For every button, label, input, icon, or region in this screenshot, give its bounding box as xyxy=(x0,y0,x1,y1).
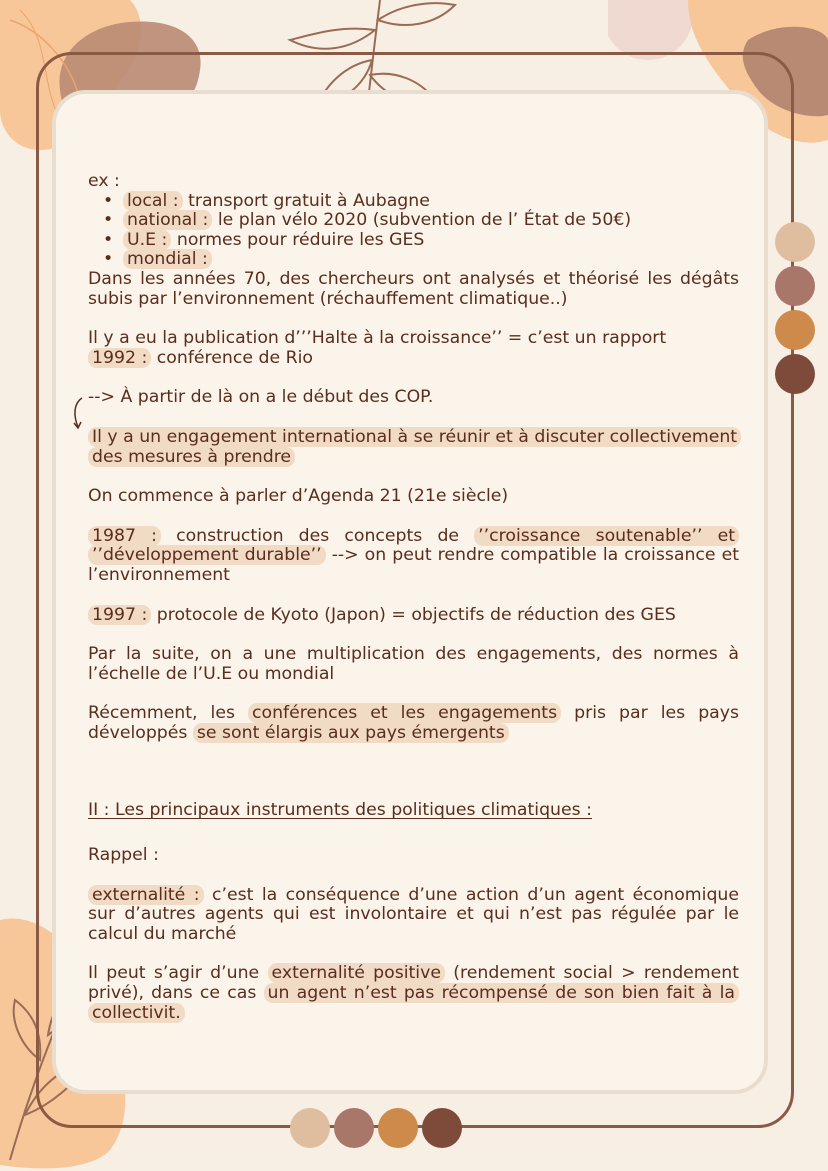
term-externalite: externalité : xyxy=(88,885,204,905)
swatch-circle-bottom-3 xyxy=(378,1108,418,1148)
list-item: • local : transport gratuit à Aubagne xyxy=(103,192,739,212)
year-1992: 1992 : xyxy=(88,348,151,368)
swatch-circle-bottom-2 xyxy=(334,1108,374,1148)
year-1987: 1987 : xyxy=(88,526,161,546)
curved-arrow-icon xyxy=(70,395,86,435)
swatch-circle-right-1 xyxy=(775,222,815,262)
paragraph-1987: 1987 : construction des concepts de ’’croissance soutenable’’ et ’’développement durable’’ --> on peut rendre compatible la croissance et l’environnement xyxy=(88,525,739,585)
swatch-circle-right-2 xyxy=(775,266,815,306)
list-item xyxy=(103,250,739,270)
swatch-circle-right-4 xyxy=(775,354,815,394)
example-key: national : xyxy=(123,210,212,230)
paragraph-agenda21: On commence à parler d’Agenda 21 (21e siècle) xyxy=(88,486,509,507)
paragraph-1997: 1997 : protocole de Kyoto (Japon) = objectifs de réduction des GES xyxy=(88,606,739,626)
example-key: U.E : xyxy=(123,230,171,250)
rappel-label: Rappel : xyxy=(88,845,159,866)
swatch-circle-bottom-4 xyxy=(422,1108,462,1148)
paragraph-multiplication: Par la suite, on a une multiplication des engagements, des normes à l’échelle de l’U.E ou mondial xyxy=(88,644,739,684)
paragraph-externalite-positive: Il peut s’agir d’une externalité positive (rendement social > rendement privé), dans ce cas un agent n’est pas récompensé de son bien fait à la collectivit. xyxy=(88,963,739,1023)
swatch-circle-right-3 xyxy=(775,310,815,350)
swatch-circle-bottom-1 xyxy=(290,1108,330,1148)
example-key: mondial : xyxy=(123,249,212,269)
section-title: II : Les principaux instruments des politiques climatiques : xyxy=(88,800,592,821)
paragraph-halte: Il y a eu la publication d’’’Halte à la croissance’’ = c’est un rapport 1992 : conférence de Rio xyxy=(88,328,667,368)
list-item: • national : le plan vélo 2020 (subvention de l’ État de 50€) xyxy=(103,211,739,231)
paragraph-externalite: externalité : c’est la conséquence d’une action d’un agent économique sur d’autres agents qui est involontaire et qui n’est pas régulée par le calcul du marché xyxy=(88,884,739,944)
paragraph-recemment: Récemment, les conférences et les engagements pris par les pays développés se sont élargis aux pays émergents xyxy=(88,703,739,743)
year-1997: 1997 : xyxy=(88,605,151,625)
paragraph-annees-70: Dans les années 70, des chercheurs ont analysés et théorisé les dégâts subis par l’environnement (réchauffement climatique..) xyxy=(88,268,739,309)
examples-list xyxy=(88,192,739,270)
ex-label: ex : xyxy=(88,171,120,191)
paragraph-engagement: Il y a un engagement international à se réunir et à discuter collectivement des mesures à prendre xyxy=(88,428,739,467)
paragraph-cop: --> À partir de là on a le début des COP. xyxy=(88,387,434,408)
note-content xyxy=(88,172,739,1023)
example-key: local : xyxy=(123,191,183,211)
list-item: • U.E : normes pour réduire les GES xyxy=(103,231,739,251)
